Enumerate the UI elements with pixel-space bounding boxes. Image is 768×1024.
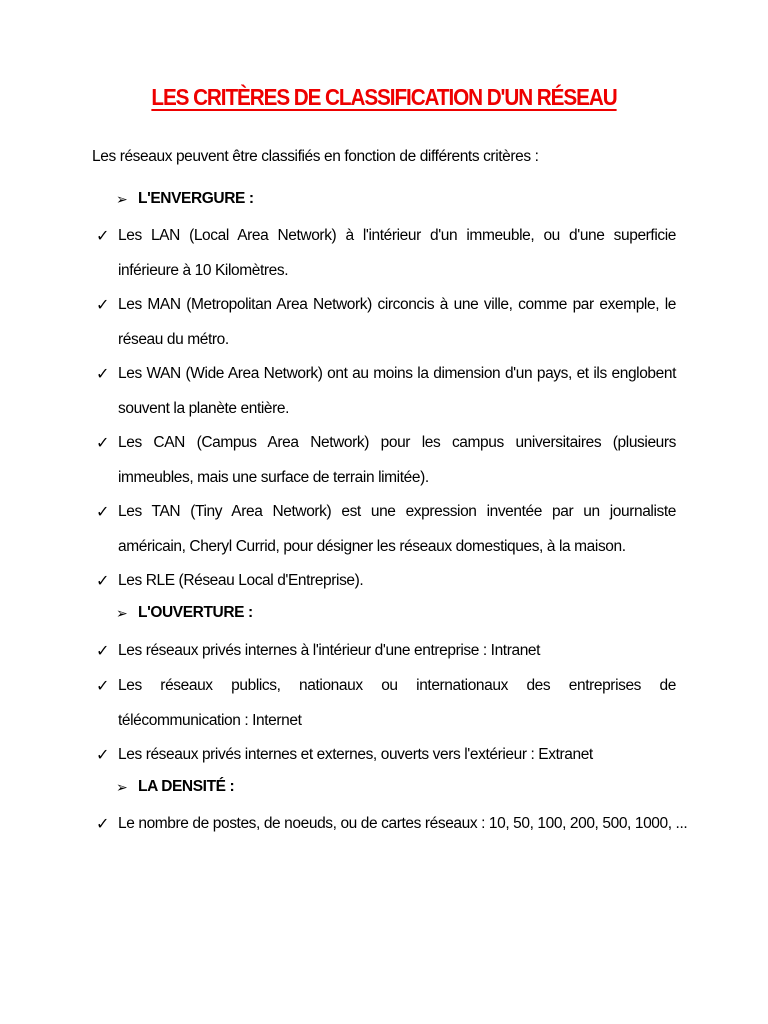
checkmark-icon: ✓ [96, 745, 110, 764]
list-item-text: Les RLE (Réseau Local d'Entreprise). [118, 572, 364, 589]
checkmark-icon: ✓ [96, 364, 110, 383]
arrow-bullet-icon: ➢ [116, 778, 128, 795]
checkmark-icon: ✓ [96, 641, 110, 660]
list-item [96, 668, 676, 738]
page-title: LES CRITÈRES DE CLASSIFICATION D'UN RÉSEAU [151, 84, 617, 110]
section-heading-label: LA DENSITÉ : [138, 778, 235, 795]
list-item [96, 633, 676, 668]
list-item-text: Les réseaux privés internes et externes, ouverts vers l'extérieur : Extranet [118, 746, 593, 763]
list-item [96, 287, 676, 357]
list-item-text: Les réseaux privés internes à l'intérieur d'une entreprise : Intranet [118, 642, 541, 659]
intro-paragraph: Les réseaux peuvent être classifiés en fonction de différents critères : [92, 148, 539, 165]
list-item-text: Les TAN (Tiny Area Network) est une expression inventée par un journaliste américain, Cheryl Currid, pour désigner les réseaux domestiques, à la maison. [118, 503, 676, 555]
list-item-text: Le nombre de postes, de noeuds, ou de cartes réseaux : 10, 50, 100, 200, 500, 1000, ... [118, 815, 688, 832]
section-heading-label: L'ENVERGURE : [138, 190, 254, 207]
checkmark-icon: ✓ [96, 502, 110, 521]
checkmark-icon: ✓ [96, 676, 110, 695]
arrow-bullet-icon: ➢ [116, 604, 128, 621]
list-item-text: Les MAN (Metropolitan Area Network) circoncis à une ville, comme par exemple, le réseau du métro. [118, 296, 676, 348]
list-item [96, 494, 676, 564]
list-item [96, 356, 676, 426]
list-item [96, 806, 688, 841]
list-item-text: Les réseaux publics, nationaux ou internationaux des entreprises de télécommunication : Internet [118, 677, 676, 729]
list-item [96, 218, 676, 288]
checkmark-icon: ✓ [96, 814, 110, 833]
arrow-bullet-icon: ➢ [116, 190, 128, 207]
list-item-text: Les LAN (Local Area Network) à l'intérieur d'un immeuble, ou d'une superficie inférieure à 10 Kilomètres. [118, 227, 676, 279]
checkmark-icon: ✓ [96, 226, 110, 245]
checkmark-icon: ✓ [96, 571, 110, 590]
list-item [96, 563, 676, 598]
section-heading-label: L'OUVERTURE : [138, 604, 253, 621]
list-item [96, 737, 676, 772]
checkmark-icon: ✓ [96, 433, 110, 452]
list-item-text: Les CAN (Campus Area Network) pour les campus universitaires (plusieurs immeubles, mais une surface de terrain limitée). [118, 434, 676, 486]
section-heading-densite [116, 778, 234, 796]
section-heading-ouverture [116, 604, 253, 622]
list-item-text: Les WAN (Wide Area Network) ont au moins la dimension d'un pays, et ils englobent souvent la planète entière. [118, 365, 676, 417]
checkmark-icon: ✓ [96, 295, 110, 314]
section-heading-envergure [116, 190, 254, 208]
list-item [96, 425, 676, 495]
